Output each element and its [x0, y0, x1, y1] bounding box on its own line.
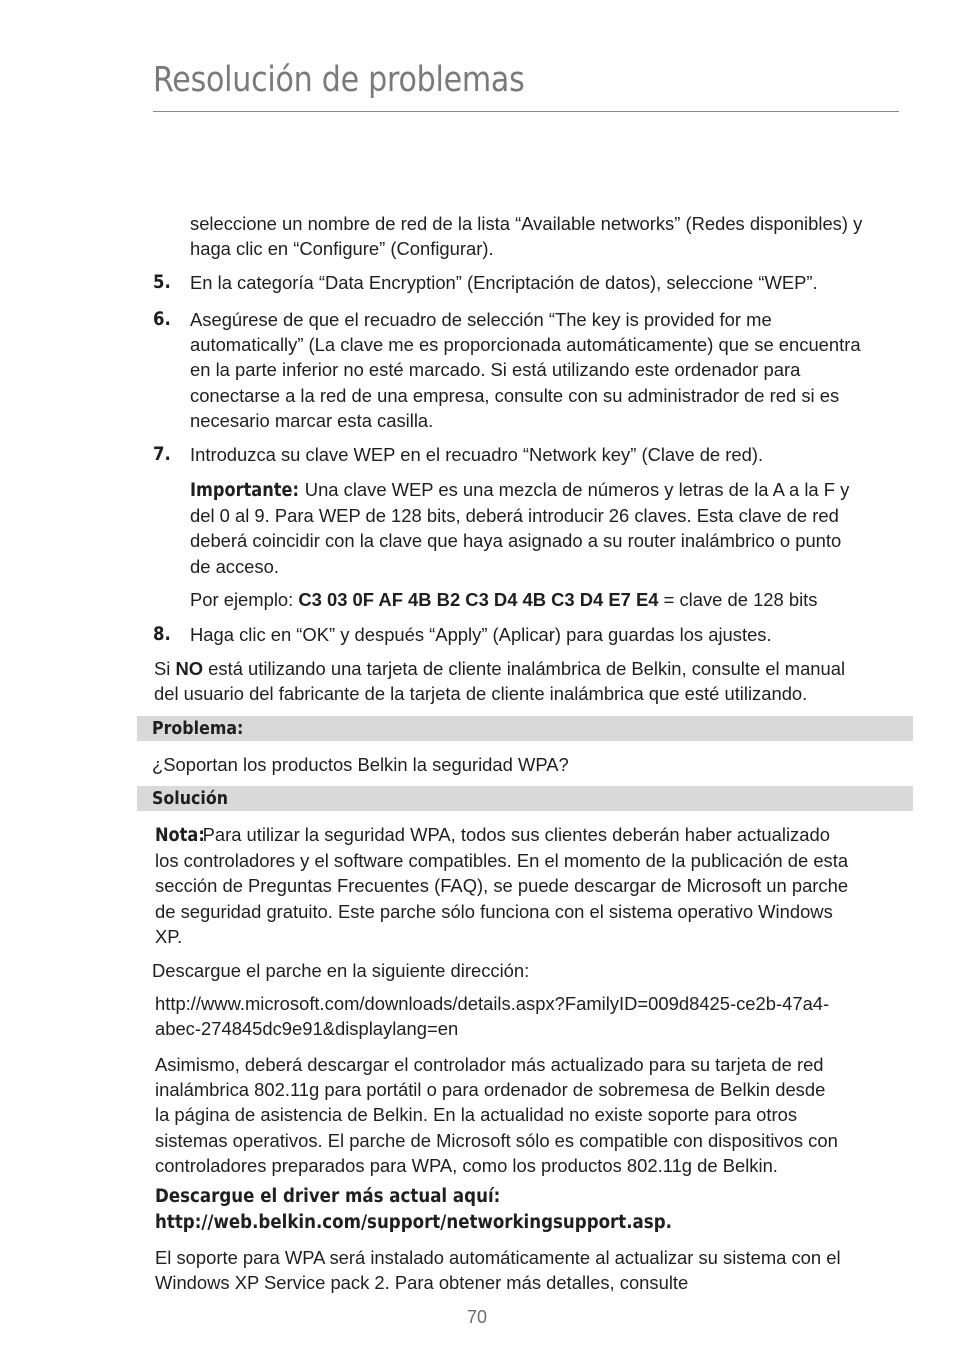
- text-fragment: Si: [154, 658, 176, 679]
- important-label: Importante:: [190, 480, 299, 501]
- driver-download-heading: [155, 1184, 672, 1235]
- driver-link[interactable]: http://web.belkin.com/support/networkingsupport.asp.: [155, 1211, 672, 1233]
- step-number: 7.: [153, 444, 171, 465]
- page-title: Resolución de problemas: [153, 60, 525, 100]
- text-line: del usuario del fabricante de la tarjeta de cliente inalámbrica que esté utilizando.: [154, 683, 808, 705]
- text-line: Asegúrese de que el recuadro de selección “The key is provided for me: [190, 309, 772, 330]
- text-line: sistemas operativos. El parche de Microsoft sólo es compatible con dispositivos con: [155, 1129, 838, 1151]
- text-line: deberá coincidir con la clave que haya asignado a su router inalámbrico o punto: [190, 530, 842, 552]
- non-belkin-note: [154, 656, 845, 706]
- important-note: [190, 477, 849, 579]
- text-line: del 0 al 9. Para WEP de 128 bits, deberá introducir 26 claves. Esta clave de red: [190, 505, 839, 527]
- example-prefix: Por ejemplo:: [190, 589, 299, 610]
- step-text: [190, 442, 763, 467]
- step-number: 5.: [153, 272, 171, 293]
- text-line: automatically” (La clave me es proporcionada automáticamente) que se encuentra: [190, 334, 861, 356]
- text-line: XP.: [155, 925, 183, 947]
- problem-question: ¿Soportan los productos Belkin la seguridad WPA?: [152, 754, 569, 775]
- note-label: Nota:: [155, 825, 205, 846]
- download-intro: Descargue el parche en la siguiente dirección:: [152, 960, 530, 981]
- text-line: Windows XP Service pack 2. Para obtener más detalles, consulte: [155, 1272, 689, 1294]
- text-line: controladores preparados para WPA, como los productos 802.11g de Belkin.: [155, 1154, 778, 1176]
- solution-band: [137, 786, 913, 811]
- url-line[interactable]: abec-274845dc9e91&displaylang=en: [155, 1018, 459, 1040]
- text-line: seleccione un nombre de red de la lista “Available networks” (Redes disponibles) y: [190, 213, 863, 234]
- text-line: Una clave WEP es una mezcla de números y letras de la A a la F y: [304, 479, 850, 500]
- download-url[interactable]: [155, 991, 829, 1041]
- driver-paragraph: [155, 1052, 838, 1178]
- example-key: C3 03 0F AF 4B B2 C3 D4 4B C3 D4 E7 E4: [298, 589, 659, 610]
- text-line: necesario marcar esta casilla.: [190, 409, 434, 431]
- solution-note: [155, 822, 848, 949]
- text-line: Asimismo, deberá descargar el controlador más actualizado para su tarjeta de red: [155, 1054, 824, 1075]
- example-suffix: = clave de 128 bits: [658, 589, 818, 610]
- step-number: 6.: [153, 309, 171, 330]
- driver-heading-text: Descargue el driver más actual aquí:: [155, 1186, 501, 1207]
- step-text: [190, 622, 772, 647]
- text-line: de seguridad gratuito. Este parche sólo funciona con el sistema operativo Windows: [155, 900, 833, 922]
- text-line: El soporte para WPA será instalado automáticamente al actualizar su sistema con el: [155, 1247, 841, 1268]
- text-line: los controladores y el software compatibles. En el momento de la publicación de esta: [155, 850, 849, 872]
- url-line[interactable]: http://www.microsoft.com/downloads/details.aspx?FamilyID=009d8425-ce2b-47a4-: [155, 993, 830, 1014]
- problem-label: Problema:: [152, 718, 244, 739]
- text-line: inalámbrica 802.11g para portátil o para ordenador de sobremesa de Belkin desde: [155, 1079, 826, 1101]
- text-line: sección de Preguntas Frecuentes (FAQ), se puede descargar de Microsoft un parche: [155, 875, 849, 897]
- text-line: en la parte inferior no esté marcado. Si está utilizando este ordenador para: [190, 359, 801, 381]
- step-text: [190, 307, 861, 433]
- text-line: En la categoría “Data Encryption” (Encriptación de datos), seleccione “WEP”.: [190, 272, 818, 293]
- text-line: Haga clic en “OK” y después “Apply” (Aplicar) para guardas los ajustes.: [190, 624, 772, 645]
- text-line: Introduzca su clave WEP en el recuadro “Network key” (Clave de red).: [190, 444, 764, 465]
- intro-paragraph: [190, 211, 862, 261]
- emphasis-no: NO: [175, 658, 204, 679]
- wpa-paragraph: [155, 1245, 841, 1295]
- text-fragment: está utilizando una tarjeta de cliente inalámbrica de Belkin, consulte el manual: [203, 658, 846, 679]
- text-line: la página de asistencia de Belkin. En la actualidad no existe soporte para otros: [155, 1104, 798, 1126]
- text-line: haga clic en “Configure” (Configurar).: [190, 238, 494, 260]
- header-divider: [153, 111, 899, 112]
- step-number: 8.: [153, 624, 171, 645]
- step-text: [190, 270, 818, 295]
- page-number: 70: [466, 1307, 488, 1327]
- example-line: [190, 587, 817, 612]
- text-line: conectarse a la red de una empresa, consulte con su administrador de red si es: [190, 384, 840, 406]
- text-line: Para utilizar la seguridad WPA, todos sus clientes deberán haber actualizado: [202, 824, 830, 845]
- solution-label: Solución: [152, 788, 228, 809]
- text-line: de acceso.: [190, 555, 279, 577]
- problem-band: [137, 716, 913, 741]
